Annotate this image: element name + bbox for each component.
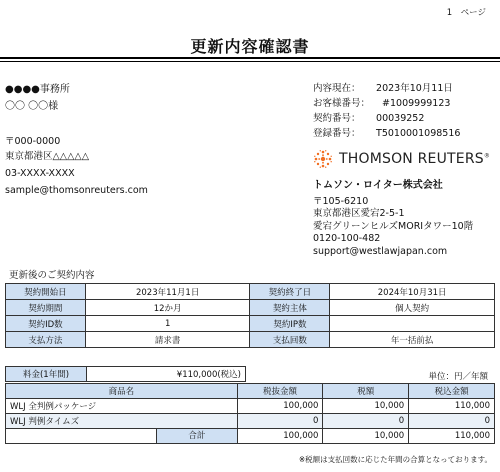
table-row	[6, 367, 246, 382]
page-number: 1 ページ	[446, 8, 486, 18]
column-header: 税額	[323, 384, 409, 399]
contract-value: 2024年10月31日	[330, 284, 495, 300]
title-divider	[0, 57, 500, 59]
column-header: 商品名	[6, 384, 238, 399]
contract-label: 契約ID数	[6, 316, 86, 332]
item-name: WLJ 全判例パッケージ	[6, 399, 238, 414]
total-pretax: 100,000	[237, 429, 323, 444]
contract-label: 支払方法	[6, 332, 86, 348]
logo-wordmark: THOMSON REUTERS®	[339, 151, 491, 167]
total-label-cell	[6, 429, 238, 444]
table-row	[6, 414, 495, 429]
contract-value: 年一括前払	[330, 332, 495, 348]
contract-value: 1	[85, 316, 250, 332]
contract-label: 契約開始日	[6, 284, 86, 300]
info-row-registration-no: 登録番号： T5010001098516	[313, 128, 461, 139]
contract-label: 契約終了日	[250, 284, 330, 300]
company-name: トムソン・ロイター株式会社	[313, 180, 443, 191]
fee-table	[5, 366, 246, 382]
company-address-2: 愛宕グリーンヒルズMORIタワー10階	[313, 220, 474, 232]
company-email: support@westlawjapan.com	[313, 245, 448, 257]
table-row	[6, 399, 495, 414]
recipient-office: ●●●●事務所	[5, 84, 70, 95]
company-phone: 0120-100-482	[313, 233, 381, 244]
table-row	[6, 316, 495, 332]
title-divider-thin	[0, 61, 500, 62]
contract-value: 請求書	[85, 332, 250, 348]
table-header-row	[6, 384, 495, 399]
contract-value: 2023年11月1日	[85, 284, 250, 300]
total-label: 合計	[156, 429, 237, 443]
document-info	[313, 81, 460, 141]
recipient-address-block	[5, 134, 148, 198]
total-amount: 110,000	[409, 429, 495, 444]
unit-label: 単位：円／年額	[428, 372, 488, 382]
item-name: WLJ 判例タイムズ	[6, 414, 238, 429]
recipient-postal: 〒000-0000	[5, 136, 61, 147]
item-pretax: 100,000	[237, 399, 323, 414]
contract-value: 個人契約	[330, 300, 495, 316]
document-title: 更新内容確認書	[190, 37, 310, 56]
info-row-customer-no: お客様番号： #1009999123	[313, 98, 451, 109]
contract-label: 契約主体	[250, 300, 330, 316]
thomson-reuters-logo	[313, 149, 490, 169]
contract-label: 契約IP数	[250, 316, 330, 332]
contract-value	[330, 316, 495, 332]
info-row-date: 内容現在： 2023年10月11日	[313, 83, 453, 94]
column-header: 税抜金額	[237, 384, 323, 399]
recipient-name-block	[5, 81, 70, 115]
item-tax: 0	[323, 414, 409, 429]
recipient-person: 〇〇 〇〇様	[5, 101, 59, 112]
fee-value: ¥110,000(税込)	[87, 367, 246, 382]
total-tax: 10,000	[323, 429, 409, 444]
contract-section-title: 更新後のご契約内容	[9, 270, 95, 281]
contract-value: 12か月	[85, 300, 250, 316]
tax-note: ※税額は支払回数に応じた年間の合算となっております。	[298, 455, 492, 464]
recipient-phone: 03-XXXX-XXXX	[5, 168, 75, 179]
recipient-address: 東京都港区△△△△△	[5, 151, 90, 162]
item-total: 110,000	[409, 399, 495, 414]
item-total: 0	[409, 414, 495, 429]
contract-table	[5, 283, 495, 348]
company-block	[313, 180, 473, 258]
contract-label: 支払回数	[250, 332, 330, 348]
table-row	[6, 284, 495, 300]
thomson-reuters-mark-icon	[313, 149, 333, 169]
table-row	[6, 332, 495, 348]
info-row-contract-no: 契約番号： 00039252	[313, 113, 425, 124]
company-address-1: 東京都港区愛宕2-5-1	[313, 208, 405, 219]
total-row	[6, 429, 495, 444]
table-row	[6, 300, 495, 316]
company-postal: 〒105-6210	[313, 195, 369, 207]
recipient-email: sample@thomsonreuters.com	[5, 185, 148, 196]
contract-label: 契約期間	[6, 300, 86, 316]
item-tax: 10,000	[323, 399, 409, 414]
fee-label: 料金(1年間)	[6, 367, 87, 382]
item-pretax: 0	[237, 414, 323, 429]
items-table	[5, 383, 495, 444]
column-header: 税込金額	[409, 384, 495, 399]
